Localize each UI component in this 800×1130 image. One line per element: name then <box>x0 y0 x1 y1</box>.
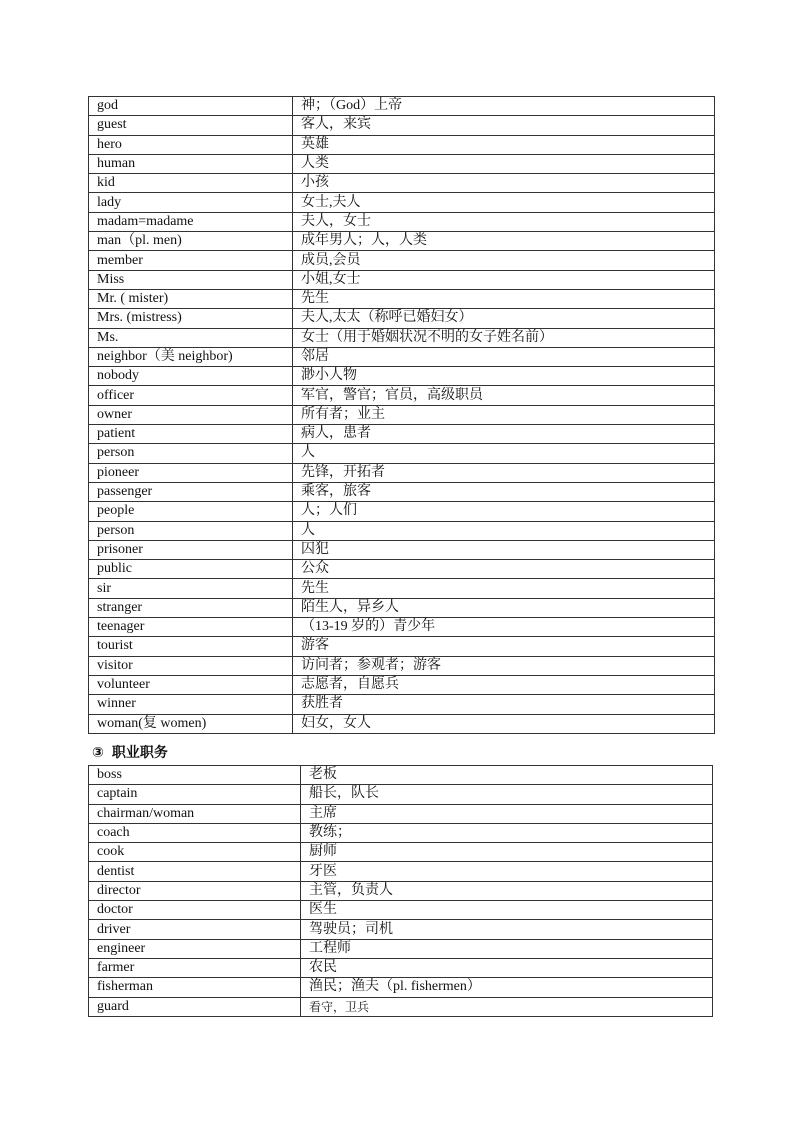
english-word-cell: member <box>89 251 293 270</box>
chinese-meaning-cell: 人类 <box>293 154 715 173</box>
table-row <box>89 785 713 804</box>
chinese-meaning-cell: 乘客，旅客 <box>293 482 715 501</box>
section-number: ③ <box>92 745 104 761</box>
chinese-meaning-cell: 农民 <box>301 958 713 977</box>
english-word-cell: cook <box>89 843 301 862</box>
chinese-meaning-cell: 主管，负责人 <box>301 881 713 900</box>
table-row <box>89 154 715 173</box>
chinese-meaning-cell: 渺小人物 <box>293 367 715 386</box>
chinese-meaning-cell: 主席 <box>301 804 713 823</box>
people-vocabulary-table-body <box>89 97 715 734</box>
english-word-cell: human <box>89 154 293 173</box>
table-row <box>89 560 715 579</box>
english-word-cell: god <box>89 97 293 116</box>
table-row <box>89 444 715 463</box>
chinese-meaning-cell: 人；人们 <box>293 502 715 521</box>
english-word-cell: passenger <box>89 482 293 501</box>
chinese-meaning-cell: 访问者；参观者；游客 <box>293 656 715 675</box>
table-row <box>89 502 715 521</box>
table-row <box>89 425 715 444</box>
table-row <box>89 521 715 540</box>
english-word-cell: boss <box>89 766 301 785</box>
english-word-cell: Ms. <box>89 328 293 347</box>
english-word-cell: madam=madame <box>89 212 293 231</box>
table-row <box>89 232 715 251</box>
chinese-meaning-cell: 公众 <box>293 560 715 579</box>
chinese-meaning-cell: 女士,夫人 <box>293 193 715 212</box>
chinese-meaning-cell: 神；（God）上帝 <box>293 97 715 116</box>
chinese-meaning-cell: 夫人,太太（称呼已婚妇女） <box>293 309 715 328</box>
table-row <box>89 482 715 501</box>
chinese-meaning-cell: 驾驶员；司机 <box>301 920 713 939</box>
chinese-meaning-cell: 成年男人；人，人类 <box>293 232 715 251</box>
english-word-cell: owner <box>89 405 293 424</box>
chinese-meaning-cell: 获胜者 <box>293 695 715 714</box>
english-word-cell: coach <box>89 823 301 842</box>
chinese-meaning-cell: 人 <box>293 444 715 463</box>
chinese-meaning-cell: 人 <box>293 521 715 540</box>
chinese-meaning-cell: 妇女，女人 <box>293 714 715 733</box>
table-row <box>89 920 713 939</box>
english-word-cell: chairman/woman <box>89 804 301 823</box>
table-row <box>89 212 715 231</box>
table-row <box>89 579 715 598</box>
table-row <box>89 347 715 366</box>
table-row <box>89 675 715 694</box>
chinese-meaning-cell: 军官，警官；官员，高级职员 <box>293 386 715 405</box>
chinese-meaning-cell: 船长，队长 <box>301 785 713 804</box>
chinese-meaning-cell: 游客 <box>293 637 715 656</box>
english-word-cell: Mrs. (mistress) <box>89 309 293 328</box>
english-word-cell: person <box>89 444 293 463</box>
chinese-meaning-cell: 先锋，开拓者 <box>293 463 715 482</box>
chinese-meaning-cell: 病人，患者 <box>293 425 715 444</box>
english-word-cell: guard <box>89 997 301 1016</box>
chinese-meaning-cell: （13-19 岁的）青少年 <box>293 618 715 637</box>
chinese-meaning-cell: 夫人，女士 <box>293 212 715 231</box>
chinese-meaning-cell: 小姐,女士 <box>293 270 715 289</box>
chinese-meaning-cell: 渔民；渔夫（pl. fishermen） <box>301 978 713 997</box>
chinese-meaning-cell: 老板 <box>301 766 713 785</box>
table-row <box>89 135 715 154</box>
jobs-vocabulary-table-body <box>89 766 713 1017</box>
english-word-cell: driver <box>89 920 301 939</box>
english-word-cell: public <box>89 560 293 579</box>
table-row <box>89 843 713 862</box>
table-row <box>89 656 715 675</box>
english-word-cell: dentist <box>89 862 301 881</box>
english-word-cell: prisoner <box>89 540 293 559</box>
english-word-cell: person <box>89 521 293 540</box>
table-row <box>89 714 715 733</box>
chinese-meaning-cell: 先生 <box>293 579 715 598</box>
table-row <box>89 766 713 785</box>
table-row <box>89 958 713 977</box>
english-word-cell: people <box>89 502 293 521</box>
english-word-cell: winner <box>89 695 293 714</box>
english-word-cell: Mr. ( mister) <box>89 289 293 308</box>
english-word-cell: officer <box>89 386 293 405</box>
english-word-cell: pioneer <box>89 463 293 482</box>
table-row <box>89 939 713 958</box>
chinese-meaning-cell: 厨师 <box>301 843 713 862</box>
chinese-meaning-cell: 女士（用于婚姻状况不明的女子姓名前） <box>293 328 715 347</box>
english-word-cell: hero <box>89 135 293 154</box>
table-row <box>89 193 715 212</box>
chinese-meaning-cell: 所有者；业主 <box>293 405 715 424</box>
chinese-meaning-cell: 教练； <box>301 823 713 842</box>
table-row <box>89 289 715 308</box>
english-word-cell: farmer <box>89 958 301 977</box>
table-row <box>89 881 713 900</box>
chinese-meaning-cell: 小孩 <box>293 174 715 193</box>
chinese-meaning-cell: 工程师 <box>301 939 713 958</box>
chinese-meaning-cell: 看守，卫兵 <box>301 997 713 1016</box>
english-word-cell: guest <box>89 116 293 135</box>
table-row <box>89 174 715 193</box>
english-word-cell: Miss <box>89 270 293 289</box>
table-row <box>89 405 715 424</box>
table-row <box>89 251 715 270</box>
english-word-cell: kid <box>89 174 293 193</box>
section-title: 职业职务 <box>111 745 168 761</box>
english-word-cell: doctor <box>89 901 301 920</box>
table-row <box>89 598 715 617</box>
section-heading <box>92 742 168 762</box>
table-row <box>89 309 715 328</box>
english-word-cell: man（pl. men) <box>89 232 293 251</box>
chinese-meaning-cell: 客人，来宾 <box>293 116 715 135</box>
jobs-vocabulary-table <box>88 765 713 1017</box>
table-row <box>89 116 715 135</box>
chinese-meaning-cell: 志愿者，自愿兵 <box>293 675 715 694</box>
table-row <box>89 695 715 714</box>
english-word-cell: director <box>89 881 301 900</box>
chinese-meaning-cell: 先生 <box>293 289 715 308</box>
english-word-cell: captain <box>89 785 301 804</box>
english-word-cell: patient <box>89 425 293 444</box>
table-row <box>89 978 713 997</box>
table-row <box>89 270 715 289</box>
table-row <box>89 618 715 637</box>
chinese-meaning-cell: 囚犯 <box>293 540 715 559</box>
english-word-cell: visitor <box>89 656 293 675</box>
table-row <box>89 328 715 347</box>
chinese-meaning-cell: 陌生人，异乡人 <box>293 598 715 617</box>
table-row <box>89 862 713 881</box>
chinese-meaning-cell: 邻居 <box>293 347 715 366</box>
table-row <box>89 901 713 920</box>
table-row <box>89 386 715 405</box>
table-row <box>89 997 713 1016</box>
english-word-cell: tourist <box>89 637 293 656</box>
english-word-cell: nobody <box>89 367 293 386</box>
english-word-cell: volunteer <box>89 675 293 694</box>
table-row <box>89 463 715 482</box>
table-row <box>89 540 715 559</box>
english-word-cell: lady <box>89 193 293 212</box>
chinese-meaning-cell: 成员,会员 <box>293 251 715 270</box>
english-word-cell: woman(复 women) <box>89 714 293 733</box>
english-word-cell: teenager <box>89 618 293 637</box>
table-row <box>89 367 715 386</box>
table-row <box>89 823 713 842</box>
chinese-meaning-cell: 英雄 <box>293 135 715 154</box>
chinese-meaning-cell: 医生 <box>301 901 713 920</box>
english-word-cell: neighbor（美 neighbor) <box>89 347 293 366</box>
english-word-cell: fisherman <box>89 978 301 997</box>
chinese-meaning-cell: 牙医 <box>301 862 713 881</box>
table-row <box>89 804 713 823</box>
english-word-cell: engineer <box>89 939 301 958</box>
table-row <box>89 97 715 116</box>
english-word-cell: sir <box>89 579 293 598</box>
table-row <box>89 637 715 656</box>
people-vocabulary-table <box>88 96 715 734</box>
english-word-cell: stranger <box>89 598 293 617</box>
